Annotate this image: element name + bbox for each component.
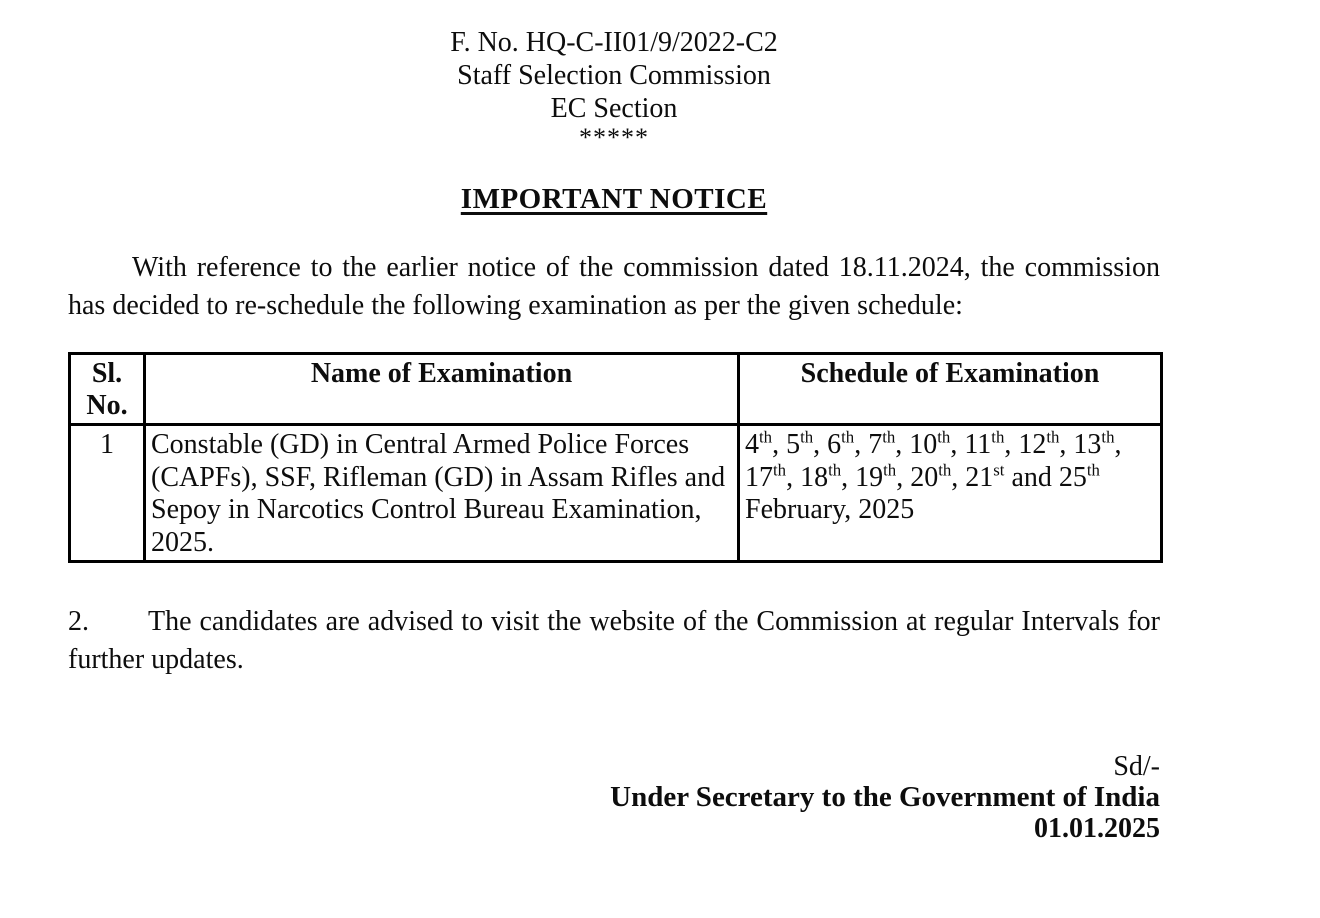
cell-exam-schedule: 4th, 5th, 6th, 7th, 10th, 11th, 12th, 13th, 17th, 18th, 19th, 20th, 21st and 25th February, 2025	[739, 425, 1162, 562]
organization-line: Staff Selection Commission	[457, 60, 771, 91]
header-cell-exam-name: Name of Examination	[145, 354, 739, 425]
sd-line: Sd/-	[1113, 751, 1160, 782]
table-row	[70, 425, 1162, 562]
notice-title: IMPORTANT NOTICE	[460, 183, 768, 215]
designation-line: Under Secretary to the Government of India	[610, 781, 1160, 813]
cell-exam-name: Constable (GD) in Central Armed Police Forces (CAPFs), SSF, Rifleman (GD) in Assam Rifles and Sepoy in Narcotics Control Bureau Examination, 2025.	[145, 425, 739, 562]
advisory-paragraph	[68, 603, 1160, 679]
cell-sl-no: 1	[70, 425, 145, 562]
intro-paragraph: With reference to the earlier notice of the commission dated 18.11.2024, the commission has decided to re-schedule the following examination as per the given schedule:	[68, 252, 1160, 321]
title-row	[68, 181, 1160, 217]
file-number-line: F. No. HQ-C-II01/9/2022-C2	[450, 27, 778, 58]
document-header	[68, 26, 1160, 151]
date-line: 01.01.2025	[1034, 813, 1160, 844]
header-cell-sl-no: Sl. No.	[70, 354, 145, 425]
star-divider: *****	[579, 123, 649, 152]
table-header-row	[70, 354, 1162, 425]
section-line: EC Section	[550, 93, 678, 124]
advisory-paragraph-text: The candidates are advised to visit the website of the Commission at regular Intervals for further updates.	[68, 606, 1160, 675]
header-cell-exam-schedule: Schedule of Examination	[739, 354, 1162, 425]
notice-document	[68, 0, 1160, 844]
signature-block	[68, 751, 1160, 844]
exam-schedule-table	[68, 352, 1163, 563]
advisory-paragraph-number: 2.	[68, 606, 89, 637]
